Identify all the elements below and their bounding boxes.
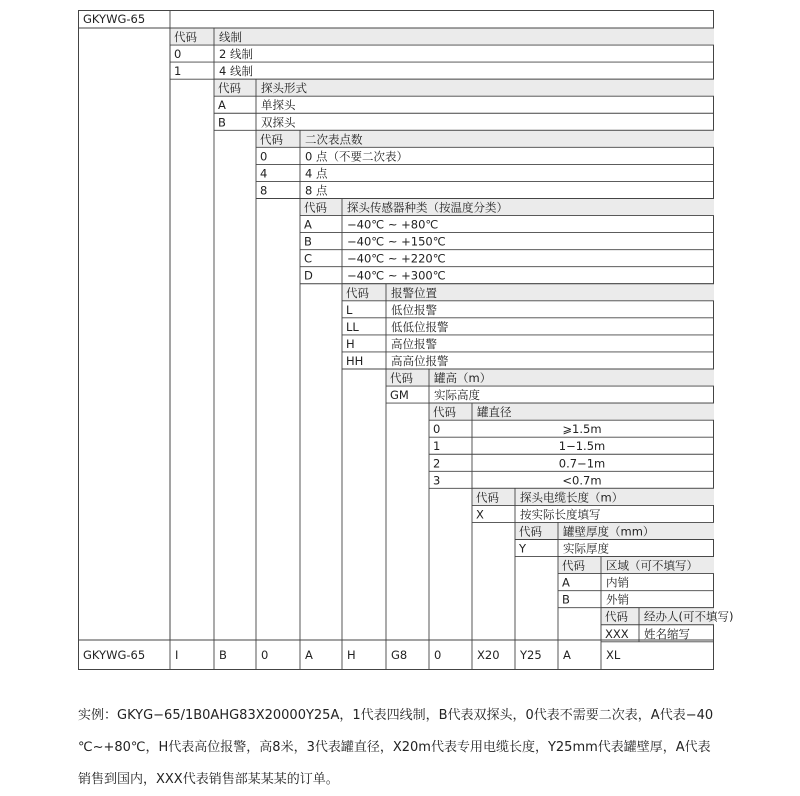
group-row-value: 8 点 bbox=[305, 183, 328, 198]
group-row-value: 外销 bbox=[606, 592, 629, 607]
group-row-value: 高高位报警 bbox=[391, 353, 449, 368]
group-header-code: 代码 bbox=[390, 371, 413, 385]
group-row-value: 低低位报警 bbox=[391, 319, 449, 334]
group-row-code: C bbox=[304, 251, 313, 266]
group-row-code: 1 bbox=[433, 439, 441, 454]
group-row-value: 1−1.5m bbox=[558, 439, 606, 454]
group-header-code: 代码 bbox=[346, 285, 369, 300]
group-row-code: 0 bbox=[174, 47, 182, 62]
group-row-code: XXX bbox=[605, 626, 629, 641]
group-row-code: A bbox=[304, 217, 312, 232]
group-row-value: 按实际长度填写 bbox=[520, 507, 601, 522]
group-header-bg bbox=[170, 28, 714, 45]
group-row-code: 4 bbox=[260, 166, 268, 181]
group-row-value: −40℃ ~ +300℃ bbox=[347, 268, 446, 283]
group-row-code: 3 bbox=[433, 473, 441, 488]
group-header-label: 线制 bbox=[219, 30, 242, 44]
group-row-value: 实际高度 bbox=[434, 388, 480, 403]
model-title: GKYWG-65 bbox=[83, 12, 146, 26]
bottom-row-cell: G8 bbox=[391, 648, 408, 662]
group-row-code: B bbox=[218, 115, 226, 130]
group-row-code: LL bbox=[346, 319, 359, 334]
group-header-code: 代码 bbox=[260, 132, 283, 147]
group-row-code: B bbox=[304, 234, 312, 249]
group-row-value: 内销 bbox=[606, 575, 629, 590]
group-row-code: GM bbox=[390, 388, 409, 403]
group-header-label: 二次表点数 bbox=[305, 132, 363, 147]
group-row-value: −40℃ ~ +80℃ bbox=[347, 217, 439, 232]
bottom-row-cell: XL bbox=[606, 648, 621, 662]
bottom-row-cell: GKYWG-65 bbox=[83, 648, 146, 662]
group-row-code: HH bbox=[346, 353, 364, 368]
group-row-value: 0.7−1m bbox=[558, 456, 606, 471]
bottom-row-cell: X20 bbox=[477, 648, 500, 662]
group-row-value: −40℃ ~ +220℃ bbox=[347, 251, 446, 266]
group-row-code: 2 bbox=[433, 456, 441, 471]
group-header-label: 罐壁厚度（mm） bbox=[563, 524, 655, 539]
model-code-table bbox=[78, 10, 734, 670]
group-row-value: 0 点（不要二次表） bbox=[305, 149, 408, 164]
group-header-label: 罐直径 bbox=[477, 405, 512, 420]
group-row-code: 0 bbox=[260, 149, 268, 164]
group-row-value: 高位报警 bbox=[391, 336, 437, 351]
group-row-value: 4 线制 bbox=[219, 64, 253, 79]
group-header-label: 报警位置 bbox=[391, 285, 437, 300]
group-row-value: 实际厚度 bbox=[563, 541, 609, 556]
example-line-1: 实例：GKYG−65/1B0AHG83X20000Y25A，1代表四线制，B代表双探头，0代表不需要二次表，A代表−40 bbox=[78, 708, 714, 723]
group-row-value: 低位报警 bbox=[391, 302, 437, 317]
group-row-code: D bbox=[304, 268, 313, 283]
top-edge-marks bbox=[0, 0, 800, 10]
group-row-code: A bbox=[218, 98, 226, 113]
group-row-code: 0 bbox=[433, 422, 441, 437]
group-header-code: 代码 bbox=[304, 200, 327, 215]
example-paragraph bbox=[78, 700, 728, 796]
bottom-row-cell: 0 bbox=[434, 648, 442, 662]
model-code-table-svg bbox=[78, 10, 734, 670]
group-row-value: 双探头 bbox=[261, 115, 296, 130]
bottom-row-cell: Y25 bbox=[520, 648, 542, 662]
group-header-label: 区域（可不填写） bbox=[606, 558, 698, 573]
group-header-label: 探头电缆长度（m） bbox=[520, 490, 624, 505]
group-row-code: 8 bbox=[260, 183, 268, 198]
group-row-code: L bbox=[346, 302, 353, 317]
example-line-2: ℃~+80℃，H代表高位报警，高8米，3代表罐直径，X20m代表专用电缆长度，Y25mm代表罐壁厚，A代表 bbox=[78, 740, 711, 755]
bottom-row-cell: H bbox=[347, 648, 356, 662]
bottom-row-cell: A bbox=[563, 648, 571, 662]
group-header-label: 经办人(可不填写) bbox=[644, 609, 734, 624]
group-row-code: Y bbox=[519, 541, 527, 556]
group-row-value: 姓名缩写 bbox=[644, 626, 690, 641]
bottom-row-cell: B bbox=[219, 648, 227, 662]
group-row-value: <0.7m bbox=[562, 473, 602, 488]
group-header-code: 代码 bbox=[519, 524, 542, 539]
example-line-3: 销售到国内，XXX代表销售部某某某的订单。 bbox=[78, 772, 339, 787]
group-header-code: 代码 bbox=[218, 81, 241, 96]
group-header-code: 代码 bbox=[433, 405, 456, 420]
group-row-code: X bbox=[476, 507, 484, 522]
group-header-code: 代码 bbox=[562, 558, 585, 573]
bottom-row-cell: A bbox=[305, 648, 313, 662]
group-row-value: ⩾1.5m bbox=[562, 422, 602, 437]
group-row-value: 4 点 bbox=[305, 166, 328, 181]
group-header-code: 代码 bbox=[174, 30, 197, 44]
group-row-code: H bbox=[346, 336, 355, 351]
group-row-value: 单探头 bbox=[261, 98, 296, 113]
bottom-row-cell: 0 bbox=[261, 648, 269, 662]
group-header-label: 探头传感器种类（按温度分类） bbox=[347, 200, 508, 215]
group-row-value: 2 线制 bbox=[219, 47, 253, 62]
group-row-code: B bbox=[562, 592, 570, 607]
group-row-code: 1 bbox=[174, 64, 182, 79]
bottom-row-cell: I bbox=[175, 648, 179, 662]
group-row-value: −40℃ ~ +150℃ bbox=[347, 234, 446, 249]
group-header-code: 代码 bbox=[605, 609, 628, 624]
group-header-label: 罐高（m） bbox=[434, 371, 492, 385]
group-header-label: 探头形式 bbox=[261, 81, 307, 96]
group-row-code: A bbox=[562, 575, 570, 590]
group-header-code: 代码 bbox=[476, 490, 499, 505]
